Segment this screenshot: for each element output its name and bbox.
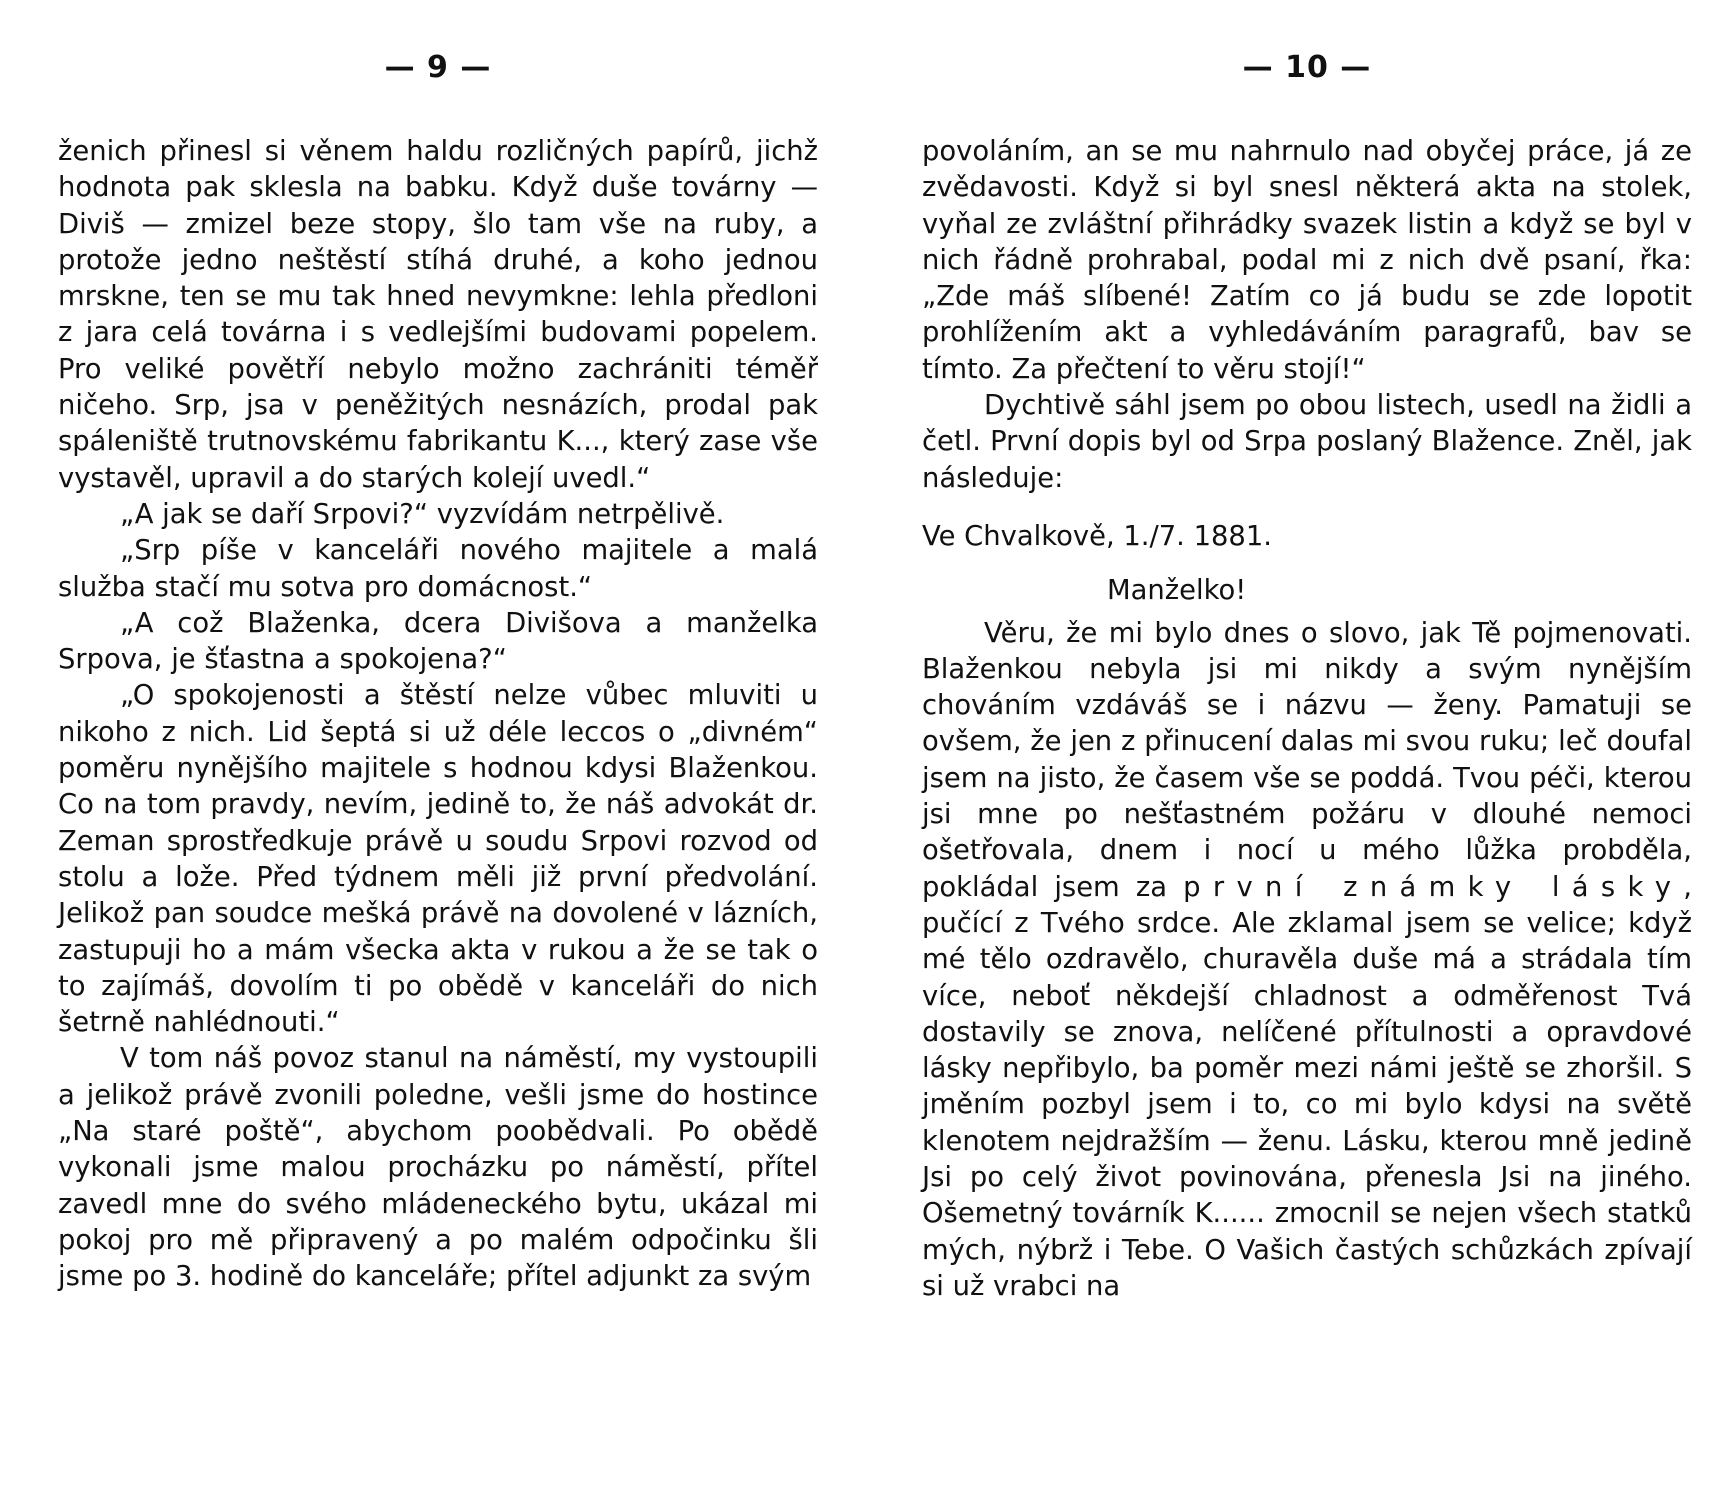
letter-paragraph <box>922 616 1692 1306</box>
letter-emphasis: první známky lásky <box>1183 871 1684 903</box>
letter-salutation: Manželko! <box>1107 575 1247 607</box>
paragraph: „Srp píše v kanceláři nového majitele a malá služba stačí mu sotva pro domácnost.“ <box>58 535 818 603</box>
left-page <box>58 0 818 1500</box>
page-number: — 10 — <box>1242 50 1372 85</box>
paragraph: „O spokojenosti a štěstí nelze vůbec mluviti u nikoho z nich. Lid šeptá si už déle leccos o „divném“ poměru nynějšího majitele s hodnou kdysi Blaženkou. Co na tom pravdy, nevím, jedině to, že náš advokát dr. Zeman sprostředkuje právě u soudu Srpovi rozvod od stolu a lože. Před týdnem měli již první předvolání. Jelikož pan soudce mešká právě na dovolené v lázních, zastupuji ho a mám všecka akta v rukou a že se tak o to zajímáš, dovolím ti po obědě v kanceláři do nich šetrně nahlédnouti.“ <box>58 680 818 1039</box>
paragraph: „A jak se daří Srpovi?“ vyzvídám netrpělivě. <box>120 498 725 530</box>
paragraph: „A což Blaženka, dcera Divišova a manželka Srpova, je šťastna a spokojena?“ <box>58 607 818 676</box>
page-body <box>922 134 1692 1305</box>
page-number: — 9 — <box>384 50 492 85</box>
letter-text: Věru, že mi bylo dnes o slovo, jak Tě pojmenovati. Blaženkou nebyla jsi mi nikdy a svým nynějším chováním vzdáváš se i názvu — ženy. Pamatuji se ovšem, že jen z přinucení dalas mi svou ruku; leč doufal jsem na jisto, že časem vše se poddá. Tvou péči, kterou jsi mne po nešťastném požáru v dlouhé nemoci ošetřovala, dnem i nocí u mého lůžka probděla, pokládal jsem za <box>922 617 1692 903</box>
paragraph: povoláním, an se mu nahrnulo nad obyčej práce, já ze zvědavosti. Když si byl snesl některá akta na stolek, vyňal ze zvláštní přihrádky svazek listin a když se byl v nich řádně prohrabal, podal mi z nich dvě psaní, řka: „Zde máš slíbené! Zatím co já budu se zde lopotit prohlížením akt a vyhledáváním paragrafů, bav se tímto. Za přečtení to věru stojí!“ <box>922 136 1692 385</box>
right-page <box>922 0 1692 1500</box>
paragraph: Dychtivě sáhl jsem po obou listech, usedl na židli a četl. První dopis byl od Srpa poslaný Blažence. Zněl, jak následuje: <box>922 390 1692 494</box>
letter-text: , pučící z Tvého srdce. Ale zklamal jsem se velice; když mé tělo ozdravělo, churavěla duše má a strádala tím více, neboť někdejší chladnost a odměřenost Tvá dostavily se znova, nelíčené přítulnosti a opravdové lásky nepřibylo, ba poměr mezi námi ještě se zhoršil. S jměním pozbyl jsem i to, co mi bylo kdysi na světě klenotem nejdražším — ženu. Lásku, kterou mně jedině Jsi po celý život povinována, přenesla Jsi na jiného. Ošemetný továrník K...... zmocnil se nejen všech statků mých, nýbrž i Tebe. O Vašich častých schůzkách zpívají si už vrabci na <box>922 871 1692 1302</box>
paragraph: ženich přinesl si věnem haldu rozličných papírů, jichž hodnota pak sklesla na babku. Když duše továrny — Diviš — zmizel beze stopy, šlo tam vše na ruby, a protože jedno neštěstí stíhá druhé, a koho jednou mrskne, ten se mu tak hned nevymkne: lehla předloni z jara celá továrna i s vedlejšími budovami popelem. Pro veliké povětří nebylo možno zachrániti téměř ničeho. Srp, jsa v peněžitých nesnázích, prodal pak spáleniště trutnovskému fabrikantu K..., který zase vše vystavěl, upravil a do starých kolejí uvedl.“ <box>58 136 818 494</box>
paragraph: V tom náš povoz stanul na náměstí, my vystoupili a jelikož právě zvonili poledne, vešli jsme do hostince „Na staré poště“, abychom poobědvali. Po obědě vykonali jsme malou procházku po náměstí, přítel zavedl mne do svého mládeneckého bytu, ukázal mi pokoj pro mě připravený a po malém odpočinku šli jsme po 3. hodině do kanceláře; přítel adjunkt za svým <box>58 1043 818 1293</box>
page-body <box>58 134 818 1296</box>
letter-date: Ve Chvalkově, 1./7. 1881. <box>922 520 1272 552</box>
